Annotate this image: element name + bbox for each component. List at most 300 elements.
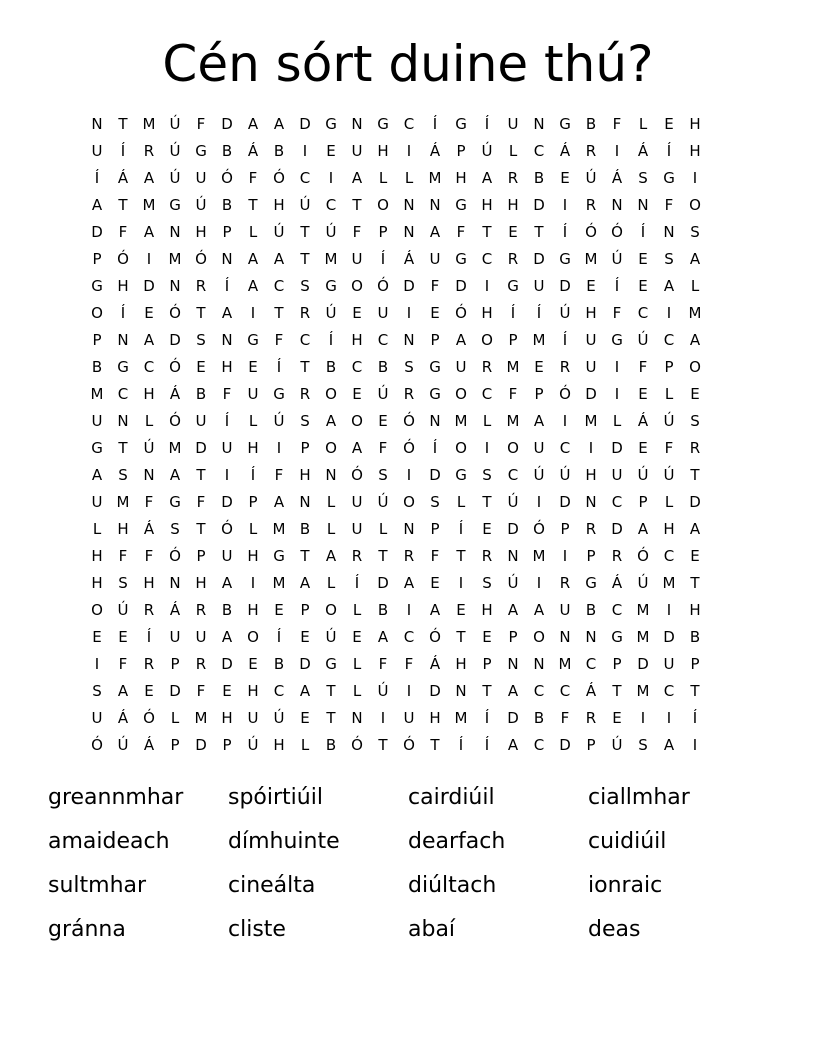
grid-row <box>84 597 708 624</box>
grid-letter: A <box>91 466 103 484</box>
grid-letter: M <box>636 682 650 700</box>
grid-letter: L <box>248 223 258 241</box>
grid-letter: E <box>612 709 622 727</box>
grid-letter: Í <box>458 736 464 754</box>
grid-letter: M <box>272 520 286 538</box>
grid-letter: E <box>534 358 544 376</box>
grid-letter: P <box>638 493 648 511</box>
grid-letter: L <box>664 385 674 403</box>
grid-letter: E <box>586 277 596 295</box>
grid-letter: G <box>559 115 571 133</box>
grid-letter: A <box>247 115 259 133</box>
grid-letter: S <box>664 250 674 268</box>
grid-letter: F <box>352 223 362 241</box>
grid-letter: G <box>663 169 675 187</box>
grid-letter: P <box>534 385 544 403</box>
grid-letter: A <box>533 601 545 619</box>
grid-letter: Á <box>611 169 623 187</box>
grid-letter: Ó <box>637 547 649 565</box>
grid-letter: S <box>118 574 128 592</box>
grid-letter: Ó <box>559 385 571 403</box>
grid-letter: Ó <box>143 709 155 727</box>
grid-letter: M <box>636 601 650 619</box>
grid-letter: C <box>351 358 363 376</box>
word-list-item: ionraic <box>588 873 663 898</box>
grid-letter: H <box>247 682 259 700</box>
grid-letter: Ó <box>403 736 415 754</box>
grid-letter: Á <box>585 682 597 700</box>
grid-letter: F <box>638 358 648 376</box>
grid-letter: Ú <box>247 736 259 754</box>
grid-letter: F <box>222 385 232 403</box>
grid-letter: D <box>559 277 571 295</box>
grid-letter: R <box>585 196 597 214</box>
grid-letter: M <box>454 412 468 430</box>
grid-letter: U <box>351 142 363 160</box>
grid-letter: O <box>325 601 337 619</box>
grid-letter: A <box>429 601 441 619</box>
grid-letter: D <box>195 736 207 754</box>
grid-letter: E <box>664 115 674 133</box>
grid-letter: C <box>481 250 493 268</box>
grid-letter: H <box>91 547 103 565</box>
grid-letter: T <box>690 574 700 592</box>
grid-letter: N <box>169 277 181 295</box>
grid-letter: N <box>611 196 623 214</box>
grid-letter: T <box>118 196 128 214</box>
grid-letter: A <box>143 223 155 241</box>
grid-letter: Ú <box>325 628 337 646</box>
grid-letter: B <box>377 601 389 619</box>
grid-letter: C <box>299 169 311 187</box>
grid-letter: Ú <box>481 142 493 160</box>
grid-letter: N <box>91 115 103 133</box>
grid-letter: E <box>560 169 570 187</box>
grid-letter: G <box>247 331 259 349</box>
grid-letter: F <box>118 547 128 565</box>
grid-letter: O <box>351 277 363 295</box>
grid-letter: Á <box>429 142 441 160</box>
grid-letter: H <box>299 466 311 484</box>
grid-letter: B <box>585 115 597 133</box>
grid-letter: E <box>638 439 648 457</box>
grid-letter: N <box>403 331 415 349</box>
grid-letter: L <box>92 520 102 538</box>
grid-letter: L <box>300 736 310 754</box>
grid-letter: E <box>352 304 362 322</box>
grid-letter: M <box>168 250 182 268</box>
grid-letter: D <box>169 682 181 700</box>
grid-letter: C <box>377 331 389 349</box>
grid-letter: H <box>143 385 155 403</box>
grid-letter: T <box>118 115 128 133</box>
grid-letter: A <box>169 466 181 484</box>
grid-row <box>84 111 708 138</box>
grid-letter: S <box>378 466 388 484</box>
grid-letter: L <box>378 520 388 538</box>
grid-letter: T <box>326 682 336 700</box>
grid-row <box>84 678 708 705</box>
grid-letter: S <box>638 736 648 754</box>
grid-letter: P <box>586 547 596 565</box>
grid-letter: Ú <box>663 412 675 430</box>
grid-row <box>84 246 708 273</box>
grid-letter: H <box>455 655 467 673</box>
grid-letter: D <box>299 655 311 673</box>
grid-letter: R <box>507 250 519 268</box>
grid-letter: O <box>91 601 103 619</box>
grid-letter: I <box>94 655 100 673</box>
grid-letter: P <box>222 736 232 754</box>
grid-letter: A <box>507 682 519 700</box>
grid-letter: M <box>506 358 520 376</box>
word-list-item: cliste <box>228 917 286 942</box>
grid-letter: L <box>352 601 362 619</box>
grid-letter: D <box>689 493 701 511</box>
grid-letter: A <box>247 250 259 268</box>
grid-letter: D <box>611 439 623 457</box>
grid-letter: P <box>430 520 440 538</box>
grid-letter: C <box>559 682 571 700</box>
grid-letter: L <box>352 682 362 700</box>
grid-letter: U <box>351 250 363 268</box>
grid-letter: Ú <box>637 466 649 484</box>
grid-letter: Ú <box>273 223 285 241</box>
grid-letter: Ú <box>169 142 181 160</box>
grid-letter: E <box>638 277 648 295</box>
grid-letter: C <box>533 142 545 160</box>
grid-letter: L <box>690 277 700 295</box>
grid-letter: I <box>484 439 490 457</box>
grid-letter: I <box>250 304 256 322</box>
grid-letter: G <box>455 196 467 214</box>
grid-letter: N <box>559 628 571 646</box>
grid-letter: A <box>117 682 129 700</box>
grid-letter: Í <box>276 628 282 646</box>
grid-letter: G <box>273 385 285 403</box>
grid-letter: O <box>325 385 337 403</box>
grid-letter: L <box>170 709 180 727</box>
grid-letter: Ú <box>637 331 649 349</box>
grid-letter: I <box>588 439 594 457</box>
grid-letter: Á <box>117 709 129 727</box>
grid-letter: D <box>507 520 519 538</box>
grid-letter: Í <box>484 709 490 727</box>
grid-letter: O <box>689 196 701 214</box>
grid-letter: Í <box>120 304 126 322</box>
grid-letter: A <box>325 412 337 430</box>
grid-letter: N <box>169 223 181 241</box>
grid-letter: M <box>558 655 572 673</box>
word-list-item: cairdiúil <box>408 785 495 810</box>
grid-letter: N <box>585 493 597 511</box>
grid-letter: C <box>403 115 415 133</box>
grid-letter: U <box>559 601 571 619</box>
grid-letter: P <box>430 331 440 349</box>
grid-letter: M <box>142 115 156 133</box>
grid-letter: M <box>454 709 468 727</box>
grid-letter: T <box>456 628 466 646</box>
grid-letter: Ó <box>455 304 467 322</box>
grid-letter: C <box>325 196 337 214</box>
grid-letter: G <box>455 250 467 268</box>
grid-letter: E <box>690 385 700 403</box>
grid-letter: S <box>196 331 206 349</box>
grid-letter: O <box>403 493 415 511</box>
word-list-item: cuidiúil <box>588 829 667 854</box>
grid-letter: Í <box>562 331 568 349</box>
grid-letter: Ú <box>143 439 155 457</box>
grid-letter: L <box>508 142 518 160</box>
grid-letter: Ú <box>299 196 311 214</box>
grid-letter: F <box>664 439 674 457</box>
grid-letter: Ú <box>325 304 337 322</box>
grid-letter: Í <box>276 358 282 376</box>
grid-letter: Ó <box>195 250 207 268</box>
grid-letter: Ú <box>195 196 207 214</box>
grid-letter: H <box>247 439 259 457</box>
grid-letter: N <box>429 412 441 430</box>
grid-letter: Ó <box>351 736 363 754</box>
grid-letter: Ó <box>611 223 623 241</box>
grid-letter: I <box>692 736 698 754</box>
grid-letter: N <box>221 331 233 349</box>
grid-letter: T <box>482 493 492 511</box>
grid-letter: D <box>585 385 597 403</box>
grid-letter: H <box>585 304 597 322</box>
grid-letter: Á <box>559 142 571 160</box>
grid-letter: D <box>169 331 181 349</box>
grid-letter: M <box>168 439 182 457</box>
grid-letter: S <box>690 412 700 430</box>
grid-letter: F <box>118 223 128 241</box>
grid-letter: T <box>274 304 284 322</box>
grid-letter: A <box>507 601 519 619</box>
grid-letter: H <box>247 601 259 619</box>
grid-letter: I <box>458 574 464 592</box>
grid-letter: E <box>144 682 154 700</box>
grid-letter: O <box>325 439 337 457</box>
grid-letter: E <box>144 304 154 322</box>
grid-letter: A <box>637 520 649 538</box>
grid-letter: Í <box>614 277 620 295</box>
grid-letter: Í <box>94 169 100 187</box>
grid-letter: N <box>507 655 519 673</box>
grid-letter: B <box>273 655 285 673</box>
grid-row <box>84 516 708 543</box>
grid-letter: Ó <box>169 412 181 430</box>
grid-letter: Ó <box>91 736 103 754</box>
grid-letter: I <box>250 574 256 592</box>
grid-letter: H <box>689 601 701 619</box>
grid-letter: D <box>91 223 103 241</box>
grid-letter: M <box>142 196 156 214</box>
grid-letter: R <box>195 601 207 619</box>
grid-letter: G <box>117 358 129 376</box>
grid-letter: Ú <box>663 466 675 484</box>
grid-letter: I <box>302 142 308 160</box>
grid-letter: G <box>325 277 337 295</box>
grid-letter: B <box>195 385 207 403</box>
grid-letter: N <box>663 223 675 241</box>
grid-letter: H <box>663 520 675 538</box>
grid-letter: P <box>664 358 674 376</box>
grid-letter: B <box>221 196 233 214</box>
grid-letter: E <box>300 709 310 727</box>
grid-letter: Ú <box>507 493 519 511</box>
grid-letter: T <box>456 547 466 565</box>
grid-letter: C <box>403 628 415 646</box>
grid-letter: E <box>638 250 648 268</box>
grid-row <box>84 408 708 435</box>
grid-letter: F <box>274 466 284 484</box>
grid-letter: Á <box>143 736 155 754</box>
grid-letter: Ó <box>585 223 597 241</box>
grid-letter: I <box>614 142 620 160</box>
grid-letter: P <box>248 493 258 511</box>
grid-letter: T <box>196 466 206 484</box>
grid-letter: D <box>403 277 415 295</box>
grid-letter: E <box>92 628 102 646</box>
grid-letter: U <box>585 358 597 376</box>
grid-letter: C <box>481 385 493 403</box>
grid-letter: C <box>299 331 311 349</box>
grid-row <box>84 651 708 678</box>
grid-letter: G <box>611 628 623 646</box>
grid-letter: C <box>117 385 129 403</box>
grid-letter: G <box>91 439 103 457</box>
grid-letter: M <box>272 574 286 592</box>
grid-letter: I <box>406 466 412 484</box>
grid-letter: Ú <box>117 736 129 754</box>
grid-letter: A <box>247 277 259 295</box>
word-search-grid <box>84 111 708 759</box>
grid-letter: A <box>325 547 337 565</box>
grid-letter: L <box>326 493 336 511</box>
grid-letter: T <box>690 466 700 484</box>
grid-letter: G <box>325 655 337 673</box>
grid-letter: I <box>536 574 542 592</box>
grid-letter: I <box>484 277 490 295</box>
grid-letter: G <box>429 358 441 376</box>
grid-letter: R <box>481 358 493 376</box>
grid-letter: E <box>482 628 492 646</box>
grid-letter: S <box>430 493 440 511</box>
grid-letter: T <box>300 358 310 376</box>
grid-letter: S <box>638 169 648 187</box>
grid-letter: H <box>507 196 519 214</box>
grid-letter: U <box>195 412 207 430</box>
grid-letter: R <box>299 304 311 322</box>
grid-letter: P <box>378 223 388 241</box>
grid-letter: I <box>406 601 412 619</box>
grid-letter: B <box>533 709 545 727</box>
grid-letter: P <box>92 331 102 349</box>
grid-letter: D <box>533 196 545 214</box>
grid-letter: N <box>143 466 155 484</box>
grid-letter: O <box>351 412 363 430</box>
grid-letter: M <box>428 169 442 187</box>
grid-letter: T <box>326 709 336 727</box>
grid-letter: Á <box>169 601 181 619</box>
grid-letter: H <box>221 709 233 727</box>
grid-letter: Í <box>328 331 334 349</box>
grid-letter: E <box>248 655 258 673</box>
grid-letter: L <box>378 169 388 187</box>
grid-letter: G <box>559 250 571 268</box>
grid-letter: P <box>690 655 700 673</box>
grid-row <box>84 570 708 597</box>
grid-letter: F <box>560 709 570 727</box>
grid-letter: B <box>273 142 285 160</box>
grid-letter: I <box>380 709 386 727</box>
grid-letter: T <box>118 439 128 457</box>
grid-letter: A <box>299 682 311 700</box>
grid-letter: R <box>351 547 363 565</box>
grid-letter: N <box>429 196 441 214</box>
grid-letter: M <box>532 547 546 565</box>
grid-letter: C <box>273 682 285 700</box>
grid-letter: A <box>221 574 233 592</box>
grid-letter: I <box>406 142 412 160</box>
grid-letter: O <box>455 439 467 457</box>
grid-letter: G <box>325 115 337 133</box>
grid-letter: S <box>118 466 128 484</box>
grid-letter: Í <box>536 304 542 322</box>
grid-letter: R <box>481 547 493 565</box>
grid-letter: N <box>585 628 597 646</box>
grid-letter: P <box>508 331 518 349</box>
grid-letter: H <box>689 142 701 160</box>
grid-letter: B <box>585 601 597 619</box>
grid-letter: N <box>299 493 311 511</box>
grid-letter: U <box>351 520 363 538</box>
grid-letter: G <box>273 547 285 565</box>
grid-letter: A <box>663 736 675 754</box>
grid-letter: U <box>195 628 207 646</box>
grid-letter: R <box>559 358 571 376</box>
grid-letter: P <box>300 601 310 619</box>
grid-row <box>84 327 708 354</box>
grid-letter: A <box>143 331 155 349</box>
grid-letter: A <box>689 520 701 538</box>
grid-letter: T <box>300 223 310 241</box>
grid-letter: P <box>196 547 206 565</box>
grid-letter: M <box>688 304 702 322</box>
word-list-item: deas <box>588 917 641 942</box>
grid-letter: U <box>169 628 181 646</box>
grid-letter: M <box>584 412 598 430</box>
grid-letter: Á <box>169 385 181 403</box>
grid-letter: G <box>91 277 103 295</box>
grid-letter: P <box>482 655 492 673</box>
grid-letter: T <box>378 736 388 754</box>
grid-letter: D <box>195 439 207 457</box>
grid-letter: D <box>429 466 441 484</box>
grid-letter: F <box>118 655 128 673</box>
grid-letter: O <box>455 385 467 403</box>
grid-letter: Ó <box>377 277 389 295</box>
grid-letter: T <box>534 223 544 241</box>
grid-letter: Ó <box>273 169 285 187</box>
grid-letter: N <box>507 547 519 565</box>
grid-letter: H <box>143 574 155 592</box>
grid-letter: E <box>196 358 206 376</box>
grid-letter: U <box>455 358 467 376</box>
grid-letter: Ú <box>585 169 597 187</box>
grid-letter: Ó <box>169 547 181 565</box>
grid-letter: U <box>91 412 103 430</box>
